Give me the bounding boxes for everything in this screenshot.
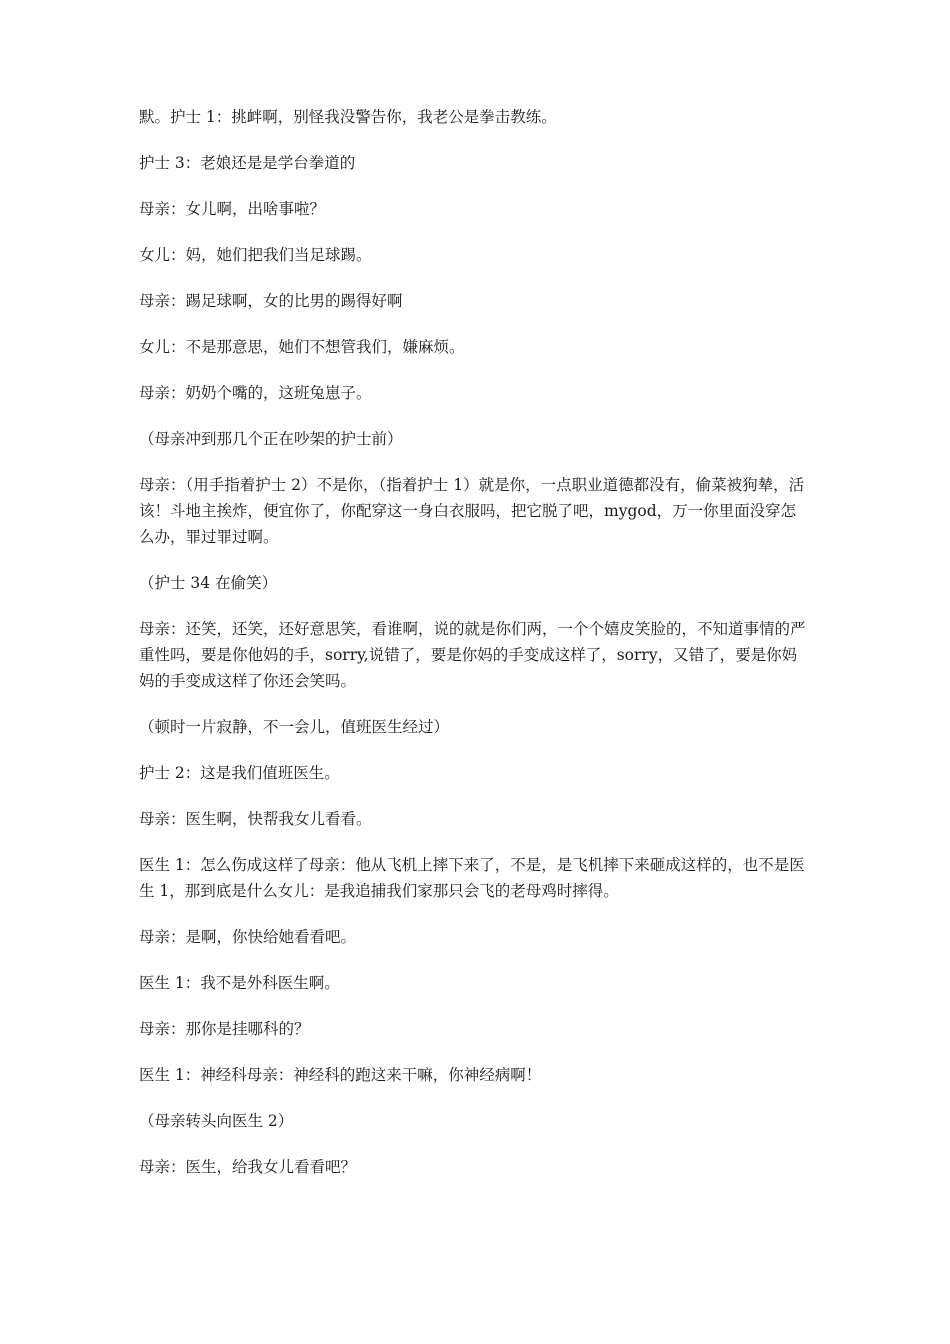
paragraph-3: 母亲：女儿啊，出啥事啦？ <box>139 200 326 218</box>
paragraph-17: 医生 1：我不是外科医生啊。 <box>139 974 340 992</box>
paragraph-11: 母亲：还笑，还笑，还好意思笑，看谁啊，说的就是你们两，一个个嬉皮笑脸的，不知道事情的严重性吗，要是你他妈的手，sorry,说错了，要是你妈的手变成这样了，sorry，又错了，要是你妈妈的手变成这样了你还会笑吗。 <box>139 620 806 690</box>
paragraph-10: （护士 34 在偷笑） <box>139 574 278 592</box>
paragraph-21: 母亲：医生，给我女儿看看吧？ <box>139 1158 357 1176</box>
paragraph-6: 女儿：不是那意思，她们不想管我们，嫌麻烦。 <box>139 338 465 356</box>
paragraph-16: 母亲：是啊，你快给她看看吧。 <box>139 928 357 946</box>
paragraph-15: 医生 1：怎么伤成这样了母亲：他从飞机上摔下来了，不是，是飞机摔下来砸成这样的，也不是医生 1，那到底是什么女儿：是我追捕我们家那只会飞的老母鸡时摔得。 <box>139 856 805 900</box>
paragraph-7: 母亲：奶奶个嘴的，这班兔崽子。 <box>139 384 372 402</box>
paragraph-20: （母亲转头向医生 2） <box>139 1112 294 1130</box>
paragraph-4: 女儿：妈，她们把我们当足球踢。 <box>139 246 372 264</box>
paragraph-5: 母亲：踢足球啊，女的比男的踢得好啊 <box>139 292 403 310</box>
paragraph-14: 母亲：医生啊，快帮我女儿看看。 <box>139 810 372 828</box>
paragraph-8: （母亲冲到那几个正在吵架的护士前） <box>139 430 403 448</box>
paragraph-2: 护士 3：老娘还是是学台拳道的 <box>139 154 356 172</box>
paragraph-12: （顿时一片寂静，不一会儿，值班医生经过） <box>139 718 450 736</box>
paragraph-13: 护士 2：这是我们值班医生。 <box>139 764 340 782</box>
paragraph-18: 母亲：那你是挂哪科的？ <box>139 1020 310 1038</box>
paragraph-1: 默。护士 1：挑衅啊，别怪我没警告你，我老公是拳击教练。 <box>139 108 557 126</box>
document-body <box>139 104 811 1200</box>
paragraph-9: 母亲：（用手指着护士 2）不是你，（指着护士 1）就是你，一点职业道德都没有，偷菜被狗辇，活该！斗地主挨炸，便宜你了，你配穿这一身白衣服吗，把它脱了吧，mygod，万一你里面没穿怎么办，罪过罪过啊。 <box>139 476 805 546</box>
paragraph-19: 医生 1：神经科母亲：神经科的跑这来干嘛，你神经病啊！ <box>139 1066 542 1084</box>
